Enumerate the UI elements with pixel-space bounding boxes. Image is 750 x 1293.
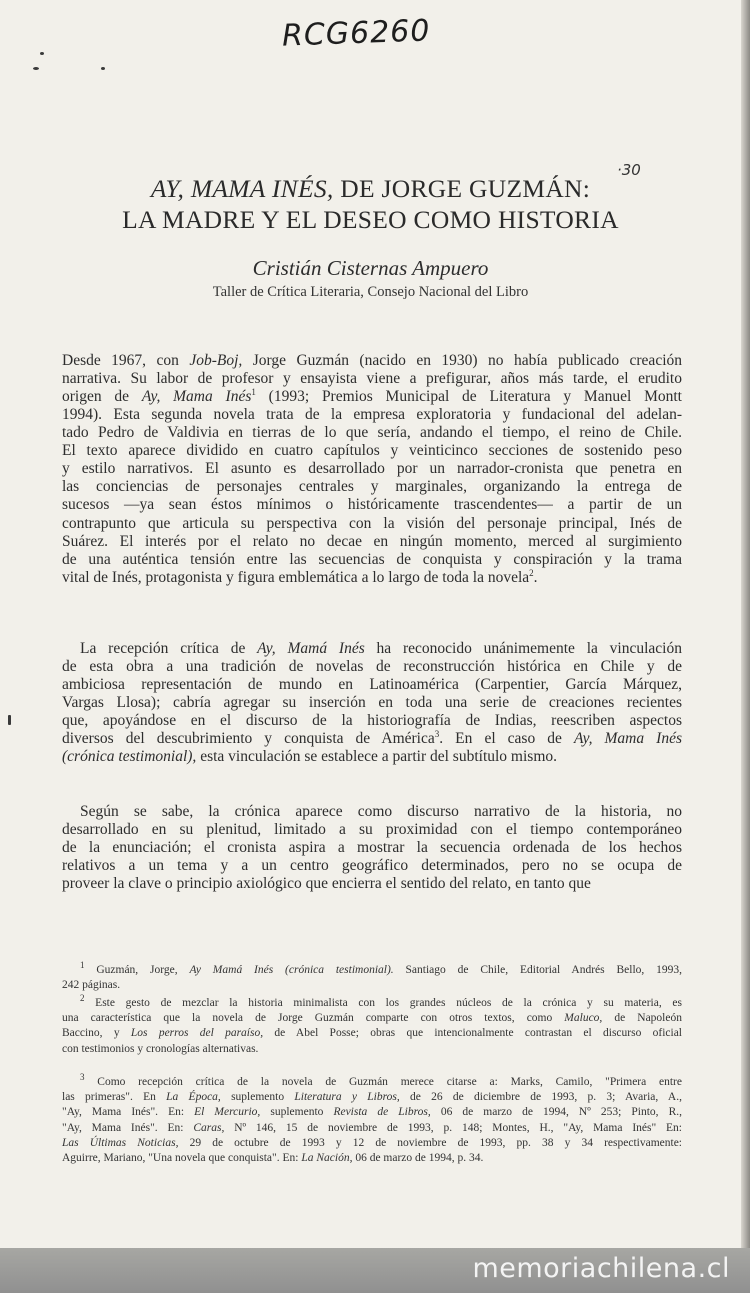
author-name: Cristián Cisternas Ampuero [252, 256, 489, 280]
body-line: Vargas Llosa); cabría agregar su inserción en toda una serie de creaciones recientes [62, 694, 682, 712]
body-line: Según se sabe, la crónica aparece como discurso narrativo de la historia, no [80, 803, 682, 820]
body-line: ambiciosa representación de mundo en Latinoamérica (Carpentier, García Márquez, [62, 676, 682, 694]
scan-speck [8, 715, 11, 725]
footnote-line: "Ay, Mama Inés". En: El Mercurio, suplemento Revista de Libros, 06 de marzo de 1994, Nº 253; Pinto, R., [62, 1106, 682, 1119]
body-line: La recepción crítica de Ay, Mamá Inés ha reconocido unánimemente la vinculación [80, 640, 682, 657]
body-line: proveer la clave o principio axiológico que encierra el sentido del relato, en tanto que [62, 875, 591, 893]
body-line: El texto aparece dividido en cuatro capítulos y veinticinco secciones de sostenido peso [62, 442, 682, 460]
body-line: que, apoyándose en el discurso de la historiografía de Indias, reescriben aspectos [62, 712, 682, 730]
footnote-line: "Ay, Mama Inés". En: Caras, Nº 146, 15 de noviembre de 1993, p. 148; Montes, H., "Ay, Mama Inés" En: [62, 1121, 683, 1134]
body-line: contrapunto que articula su perspectiva con la visión del personaje principal, Inés de [62, 514, 682, 532]
article-title-line-2: LA MADRE Y EL DESEO COMO HISTORIA [122, 205, 619, 234]
body-line: Desde 1967, con Job-Boj, Jorge Guzmán (nacido en 1930) no había publicado creación [62, 352, 682, 369]
body-line: vital de Inés, protagonista y figura emblemática a lo largo de toda la novela$^2$. [62, 567, 538, 586]
body-line: tado Pedro de Valdivia en tierras de lo que sería, andando el tiempo, el reino de Chile. [62, 424, 682, 442]
body-line: diversos del descubrimiento y conquista de América$^3$. En el caso de Ay, Mama Inés [62, 729, 682, 748]
title-author-part: DE JORGE GUZMÁN: [333, 174, 591, 203]
scan-speck [101, 67, 105, 70]
body-line: y estilo narrativos. El asunto es desarrollado por un narrador-cronista que penetra en [62, 460, 682, 478]
footnote-line: 242 páginas. [62, 979, 121, 992]
footer-banner [0, 1248, 750, 1293]
body-line: las conciencias de personajes centrales y marginales, organizando la entrega de [62, 478, 682, 496]
body-line: 1994). Esta segunda novela trata de la empresa exploratoria y fundacional del adelan- [62, 406, 682, 424]
body-line: de una auténtica tensión entre las secuencias de conquista y conspiración y la trama [62, 550, 682, 568]
body-line: Suárez. El interés por el relato no decae en ningún momento, merced al surgimiento [62, 532, 682, 550]
footnote-line: las primeras". En La Época, suplemento Literatura y Libros, de 26 de diciembre de 1993, p. 3; Avaria, A., [62, 1091, 682, 1104]
footnote-line: una característica que la novela de Jorge Guzmán comparte con otros textos, como Maluco, de Napoleón [62, 1012, 682, 1025]
body-line: relativos a un tema y a un centro geográfico determinados, pero no se ocupa de [62, 857, 682, 875]
body-line: desarrollado en su plenitud, limitado a su proximidad con el tiempo contemporáneo [62, 821, 682, 839]
footnote-line: $^2$ Este gesto de mezclar la historia minimalista con los grandes núcleos de la crónica y su materia, es [80, 993, 682, 1009]
body-line: (crónica testimonial), esta vinculación se establece a partir del subtítulo mismo. [62, 748, 558, 766]
footnote-line: Baccino, y Los perros del paraíso, de Abel Posse; obras que intencionalmente contrastan el discurso oficial [62, 1027, 682, 1040]
body-line: de esta obra a una tradición de novelas de reconstrucción histórica en Chile y de [62, 658, 682, 676]
body-line: de la enunciación; el cronista aspira a mostrar la secuencia ordenada de los hechos [62, 839, 682, 857]
article-title-line-1 [0, 173, 741, 205]
author-affiliation: Taller de Crítica Literaria, Consejo Nacional del Libro [212, 284, 529, 300]
body-line: sucesos —ya sean éstos mínimos o históricamente trascendentes— a partir de un [62, 496, 682, 514]
page-edge-shadow [741, 0, 750, 1293]
footnote-line: $^3$ Como recepción crítica de la novela de Guzmán merece citarse a: Marks, Camilo, "Primera entre [80, 1072, 682, 1088]
footer-site-name: memoriachilena.cl [472, 1253, 730, 1284]
scan-speck [40, 52, 44, 55]
footnote-line: Aguirre, Mariano, "Una novela que conquista". En: La Nación, 06 de marzo de 1994, p. 34. [62, 1152, 484, 1164]
handwritten-catalog-number: RCG6260 [281, 13, 431, 54]
body-line: narrativa. Su labor de profesor y ensayista viene a prefigurar, años más tarde, el erudito [62, 370, 682, 388]
footnote-line: $^1$ Guzmán, Jorge, Ay Mamá Inés (crónica testimonial). Santiago de Chile, Editorial Andrés Bello, 1993, [80, 960, 683, 976]
footnote-line: Las Últimas Noticias, 29 de octubre de 1993 y 12 de noviembre de 1993, pp. 38 y 34 respectivamente: [62, 1136, 682, 1149]
footnote-line: con testimonios y cronologías alternativas. [62, 1042, 259, 1055]
handwritten-margin-note: ·30 [617, 161, 641, 179]
body-line: origen de Ay, Mama Inés$^1$ (1993; Premios Municipal de Literatura y Manuel Montt [62, 386, 682, 406]
title-novel-name: AY, MAMA INÉS, [150, 174, 334, 203]
scan-speck [33, 67, 39, 70]
